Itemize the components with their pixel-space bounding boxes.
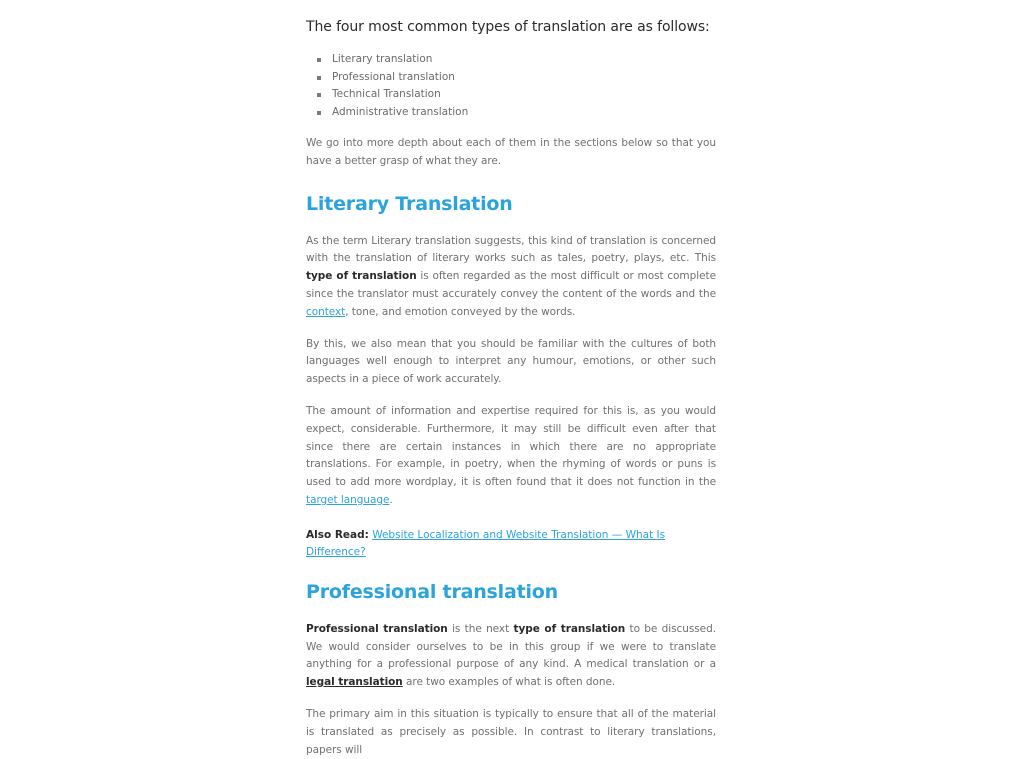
bold-phrase: type of translation	[306, 270, 417, 283]
list-item-label: Technical Translation	[332, 88, 441, 100]
square-bullet-icon	[317, 111, 321, 115]
paragraph-text: , tone, and emotion conveyed by the words.	[345, 305, 576, 318]
legal-translation-link[interactable]: legal translation	[306, 676, 403, 689]
paragraph-text: is the next	[447, 622, 514, 635]
list-item-label: Professional translation	[332, 70, 455, 83]
translation-types-list	[306, 51, 716, 121]
literary-paragraph-3	[306, 403, 716, 510]
list-item	[306, 51, 716, 69]
professional-paragraph-1	[306, 621, 716, 692]
list-item	[306, 104, 716, 122]
also-read-label: Also Read:	[306, 528, 369, 541]
professional-translation-heading: Professional translation	[306, 580, 558, 603]
square-bullet-icon	[317, 76, 321, 80]
list-item	[306, 86, 716, 104]
paragraph-text: As the term Literary translation suggests, this kind of translation is concerned with the translation of literary works such as tales, poetry, plays, etc. This	[306, 234, 716, 265]
types-summary-paragraph: We go into more depth about each of them in the sections below so that you have a better grasp of what they are.	[306, 137, 716, 167]
paragraph-text: .	[389, 493, 393, 506]
target-language-link[interactable]: target language	[306, 493, 390, 506]
square-bullet-icon	[317, 58, 321, 62]
list-item-label: Literary translation	[332, 53, 433, 65]
paragraph-text: The amount of information and expertise required for this is, as you would expect, considerable. Furthermore, it may still be difficult even after that since there are certain instances in which there are no appropriate translations. For example, in poetry, when the rhyming of words or puns is used to add more wordplay, it is often found that it does not function in the	[306, 404, 716, 489]
square-bullet-icon	[317, 93, 321, 97]
professional-paragraph-2: The primary aim in this situation is typically to ensure that all of the material is translated as precisely as possible. In contrast to literary translations, papers will	[306, 707, 716, 756]
article-body	[306, 0, 716, 759]
also-read-link[interactable]: Website Localization and Website Translation — What Is Difference?	[306, 528, 666, 558]
context-link[interactable]: context	[306, 305, 346, 318]
paragraph-text: to be discussed. We would consider ourselves to be in this group if we were to translate anything for a professional purpose of any kind. A medical translation or a	[306, 622, 716, 671]
also-read	[306, 527, 716, 561]
bold-phrase: type of translation	[513, 622, 626, 635]
paragraph-text: is often regarded as the most difficult or most complete since the translator must accurately convey the content of the words and the	[306, 270, 716, 300]
paragraph-text: are two examples of what is often done.	[402, 676, 616, 689]
literary-paragraph-1	[306, 233, 716, 322]
intro-text: The four most common types of translation are as follows:	[306, 19, 710, 35]
list-item	[306, 69, 716, 87]
bold-phrase: Professional translation	[306, 622, 448, 635]
literary-paragraph-2: By this, we also mean that you should be familiar with the cultures of both languages well enough to interpret any humour, emotions, or other such aspects in a piece of work accurately.	[306, 337, 716, 386]
list-item-label: Administrative translation	[332, 105, 469, 118]
literary-translation-heading: Literary Translation	[306, 192, 513, 215]
